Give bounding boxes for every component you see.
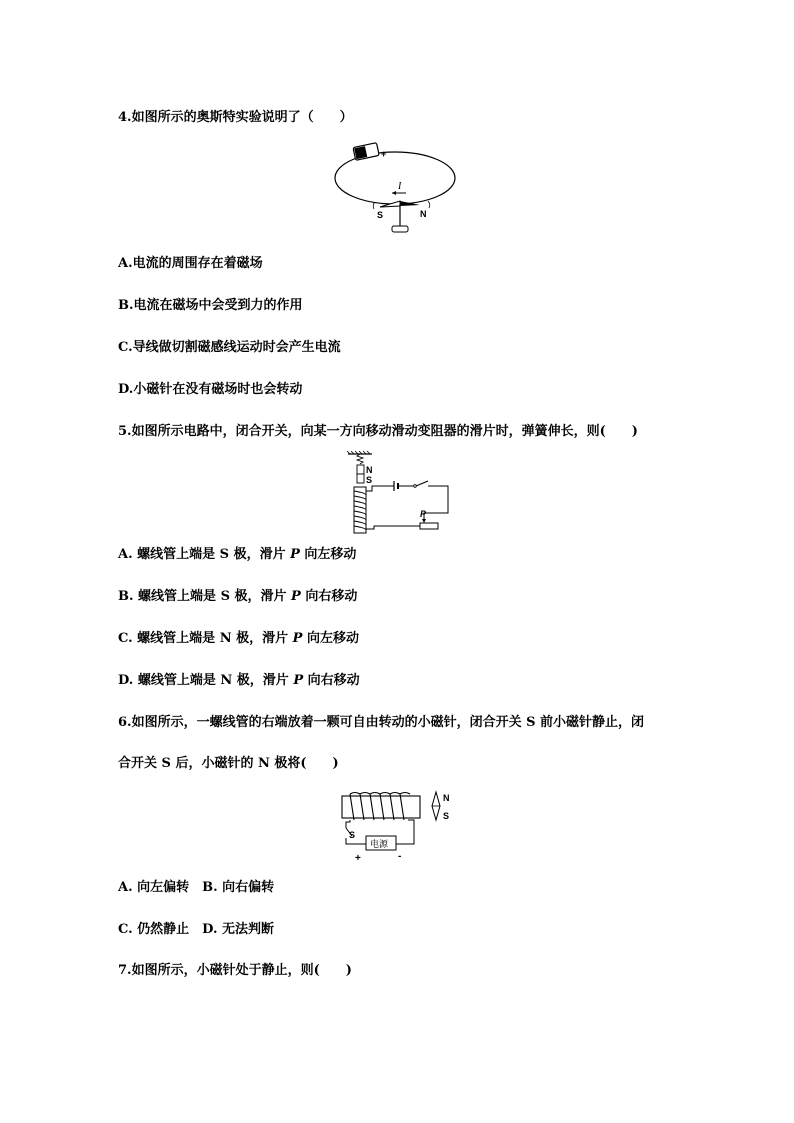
power-minus-label: -: [398, 851, 402, 862]
solenoid-coil-tops: [350, 793, 410, 795]
slider-p-label: P: [420, 509, 427, 519]
magnet-south: [357, 474, 364, 483]
rotation-arrow-right: [428, 201, 430, 208]
battery-plus-label: +: [381, 149, 387, 159]
magnet-n-label: N: [366, 465, 373, 475]
q4-option-c: C.导线做切割磁感线运动时会产生电流: [118, 340, 341, 355]
switch-blade: [416, 481, 428, 486]
magnet-s-label: S: [366, 475, 373, 485]
q4-option-a: A.电流的周围存在着磁场: [118, 256, 263, 271]
switch-contact: [414, 485, 417, 488]
q4-oersted-diagram: [330, 138, 460, 238]
wire-bottom: [366, 526, 420, 529]
q6-solenoid-diagram: [336, 788, 466, 868]
needle-stand: [392, 226, 408, 232]
wire-loop: [335, 152, 455, 204]
current-arrowhead: [392, 191, 396, 195]
q5-option-a: A. 螺线管上端是 S 极，滑片 P 向左移动: [118, 547, 357, 562]
q6-options-line2: C. 仍然静止 D. 无法判断: [118, 922, 275, 937]
needle-n-label: N: [443, 793, 450, 803]
wire-top-left: [366, 486, 394, 491]
q5-option-d: D. 螺线管上端是 N 极，滑片 P 向右移动: [118, 673, 360, 688]
needle-s-label: S: [377, 210, 384, 220]
q5-question: 5.如图所示电路中，闭合开关，向某一方向移动滑动变阻器的滑片时，弹簧伸长，则( ): [118, 424, 638, 439]
battery-cap: [354, 146, 367, 159]
switch-s-label: S: [349, 830, 356, 840]
power-label: 电源: [370, 840, 389, 850]
q5-circuit-figure: [344, 450, 454, 538]
q4-oersted-figure: [330, 138, 460, 238]
needle-s-label: S: [443, 811, 450, 821]
wire-left-top: [346, 820, 350, 828]
q4-question: 4.如图所示的奥斯特实验说明了（ ）: [118, 110, 353, 125]
needle-n-label: N: [420, 209, 427, 219]
q5-option-c: C. 螺线管上端是 N 极，滑片 P 向左移动: [118, 631, 359, 646]
wire-right: [428, 486, 448, 513]
slider-arrow: [422, 519, 426, 523]
q4-option-b: B.电流在磁场中会受到力的作用: [118, 298, 303, 313]
q6-solenoid-figure: [336, 788, 466, 868]
wire-right: [396, 820, 414, 844]
q6-question-line1: 6.如图所示，一螺线管的右端放着一颗可自由转动的小磁针，闭合开关 S 前小磁针静止，闭: [118, 715, 645, 730]
q5-circuit-diagram: [344, 450, 454, 538]
q7-question: 7.如图所示，小磁针处于静止，则( ): [118, 963, 352, 978]
magnet-north: [357, 465, 364, 474]
current-label: I: [398, 181, 402, 192]
spring: [357, 454, 363, 464]
q6-question-line2: 合开关 S 后，小磁针的 N 极将( ): [118, 756, 339, 771]
q6-options-line1: A. 向左偏转 B. 向右偏转: [118, 880, 275, 895]
q4-option-d: D.小磁针在没有磁场时也会转动: [118, 382, 303, 397]
power-plus-label: +: [355, 853, 361, 864]
q5-option-b: B. 螺线管上端是 S 极，滑片 P 向右移动: [118, 589, 358, 604]
rheostat: [420, 523, 438, 529]
